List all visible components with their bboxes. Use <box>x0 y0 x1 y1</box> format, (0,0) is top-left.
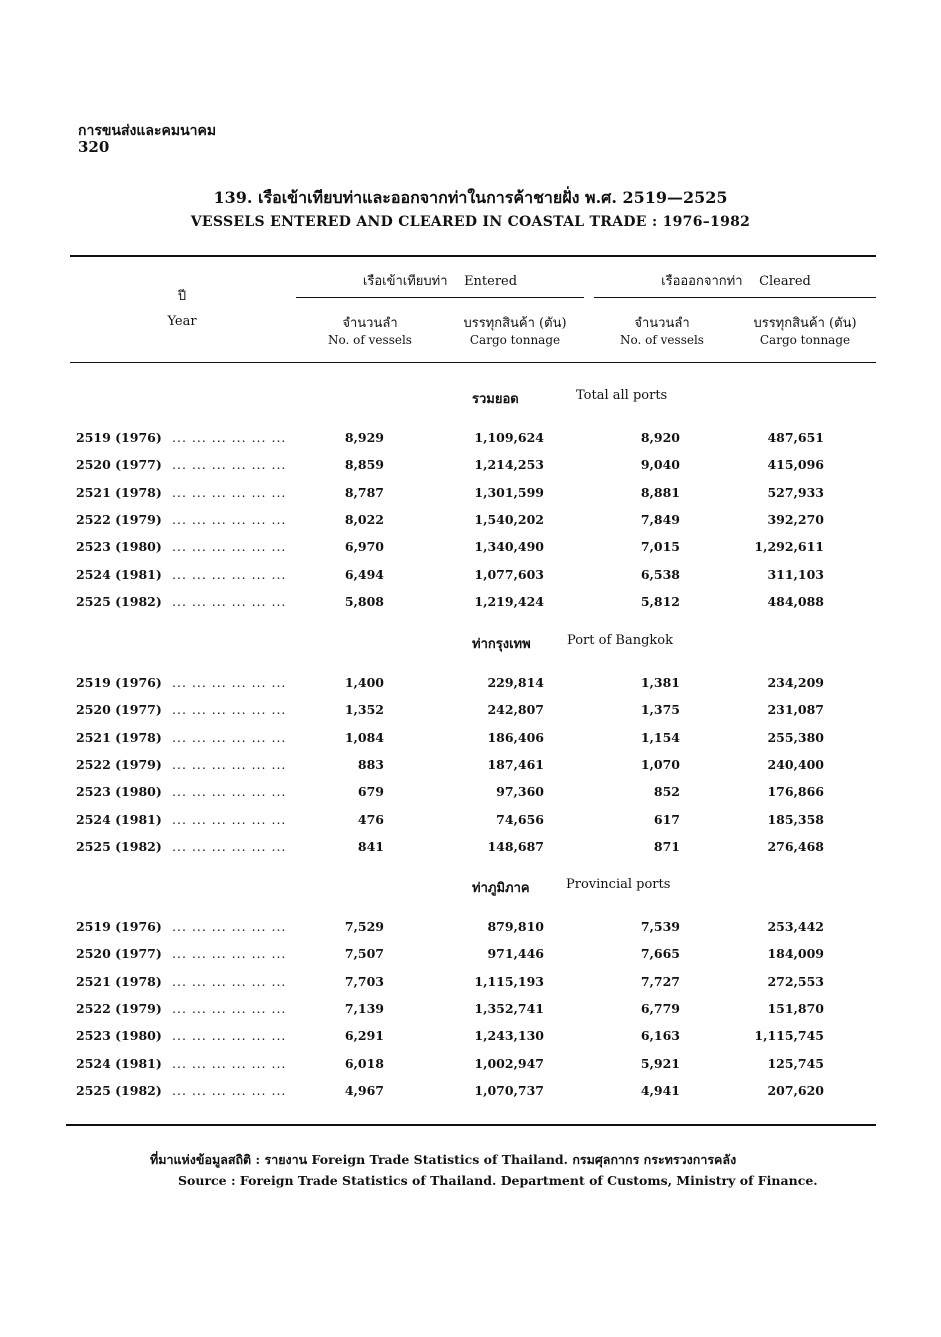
cleared-vessels-cell: 6,538 <box>640 567 680 582</box>
row-leader-dots: ... ... ... ... ... ... <box>172 594 287 609</box>
entered-vessels-cell: 7,529 <box>344 919 384 934</box>
row-year: 2524 (1981) <box>76 567 162 582</box>
cleared-vessels-cell: 8,920 <box>640 430 680 445</box>
cleared-vessels-cell: 7,849 <box>640 512 680 527</box>
entered-vessels-cell: 6,970 <box>344 539 384 554</box>
row-leader-dots: ... ... ... ... ... ... <box>172 974 287 989</box>
entered-vessels-cell: 8,787 <box>344 485 384 500</box>
entered-vessels-header-thai: จำนวนลำ <box>342 316 398 331</box>
section-label-thai: ท่าภูมิภาค <box>472 881 530 896</box>
table-row <box>0 430 941 450</box>
cleared-cargo-cell: 484,088 <box>767 594 824 609</box>
entered-header-thai: เรือเข้าเทียบท่า <box>362 274 448 289</box>
entered-vessels-cell: 679 <box>357 784 384 799</box>
cleared-cargo-header <box>730 312 880 347</box>
entered-vessels-cell: 841 <box>357 839 384 854</box>
table-row <box>0 730 941 750</box>
cleared-group-rule <box>594 297 876 298</box>
cleared-cargo-cell: 415,096 <box>767 457 824 472</box>
row-year: 2521 (1978) <box>76 485 162 500</box>
table-title-thai: 139. เรือเข้าเทียบท่าและออกจากท่าในการค้าชายฝั่ง พ.ศ. 2519—2525 <box>213 188 728 207</box>
table-row <box>0 567 941 587</box>
row-leader-dots: ... ... ... ... ... ... <box>172 919 287 934</box>
entered-cargo-cell: 1,540,202 <box>474 512 544 527</box>
cleared-cargo-cell: 151,870 <box>767 1001 824 1016</box>
source-thai: ที่มาแห่งข้อมูลสถิติ : รายงาน Foreign Trade Statistics of Thailand. กรมศุลกากร กระทรวงการคลัง <box>150 1152 737 1167</box>
entered-vessels-header <box>300 312 440 347</box>
entered-vessels-cell: 7,507 <box>344 946 384 961</box>
row-year: 2522 (1979) <box>76 757 162 772</box>
entered-cargo-cell: 1,340,490 <box>474 539 544 554</box>
entered-cargo-cell: 1,214,253 <box>474 457 544 472</box>
cleared-vessels-cell: 5,921 <box>640 1056 680 1071</box>
cleared-vessels-cell: 6,779 <box>640 1001 680 1016</box>
row-leader-dots: ... ... ... ... ... ... <box>172 839 287 854</box>
table-row <box>0 784 941 804</box>
entered-cargo-cell: 1,109,624 <box>474 430 544 445</box>
table-row <box>0 757 941 777</box>
top-rule <box>70 255 876 257</box>
entered-cargo-cell: 1,077,603 <box>474 567 544 582</box>
row-year: 2524 (1981) <box>76 1056 162 1071</box>
cleared-cargo-cell: 392,270 <box>767 512 824 527</box>
entered-cargo-cell: 148,687 <box>487 839 544 854</box>
entered-cargo-cell: 1,070,737 <box>474 1083 544 1098</box>
row-year: 2525 (1982) <box>76 1083 162 1098</box>
cleared-vessels-header-thai: จำนวนลำ <box>634 316 690 331</box>
cleared-vessels-cell: 7,539 <box>640 919 680 934</box>
table-title-english: VESSELS ENTERED AND CLEARED IN COASTAL TRADE : 1976–1982 <box>190 214 751 230</box>
entered-vessels-cell: 7,139 <box>344 1001 384 1016</box>
cleared-group-header <box>596 270 876 291</box>
entered-cargo-header <box>440 312 590 347</box>
cleared-cargo-cell: 125,745 <box>767 1056 824 1071</box>
entered-cargo-header-thai: บรรทุกสินค้า (ตัน) <box>463 316 567 331</box>
row-leader-dots: ... ... ... ... ... ... <box>172 757 287 772</box>
row-year: 2523 (1980) <box>76 539 162 554</box>
page-number: 320 <box>78 138 110 156</box>
source-english: Source : Foreign Trade Statistics of Thailand. Department of Customs, Ministry of Finance. <box>178 1173 818 1188</box>
row-leader-dots: ... ... ... ... ... ... <box>172 1028 287 1043</box>
cleared-header-thai: เรือออกจากท่า <box>661 274 743 289</box>
entered-vessels-cell: 4,967 <box>344 1083 384 1098</box>
table-row <box>0 702 941 722</box>
row-leader-dots: ... ... ... ... ... ... <box>172 1083 287 1098</box>
entered-vessels-cell: 6,291 <box>344 1028 384 1043</box>
entered-cargo-cell: 1,115,193 <box>474 974 544 989</box>
cleared-cargo-cell: 1,292,611 <box>754 539 824 554</box>
row-leader-dots: ... ... ... ... ... ... <box>172 457 287 472</box>
table-row <box>0 1028 941 1048</box>
cleared-vessels-cell: 617 <box>653 812 680 827</box>
row-leader-dots: ... ... ... ... ... ... <box>172 1001 287 1016</box>
entered-cargo-cell: 879,810 <box>487 919 544 934</box>
section-label-english: Port of Bangkok <box>567 633 673 648</box>
entered-header-english: Entered <box>464 274 518 289</box>
year-header-english: Year <box>167 314 197 329</box>
entered-cargo-cell: 229,814 <box>487 675 544 690</box>
bottom-rule <box>66 1124 876 1126</box>
cleared-cargo-cell: 255,380 <box>767 730 824 745</box>
row-leader-dots: ... ... ... ... ... ... <box>172 567 287 582</box>
row-leader-dots: ... ... ... ... ... ... <box>172 430 287 445</box>
cleared-vessels-cell: 871 <box>653 839 680 854</box>
cleared-header-english: Cleared <box>759 274 811 289</box>
entered-group-rule <box>296 297 584 298</box>
entered-vessels-header-english: No. of vessels <box>328 333 412 347</box>
entered-vessels-cell: 476 <box>357 812 384 827</box>
row-year: 2520 (1977) <box>76 946 162 961</box>
section-label-english: Provincial ports <box>566 877 671 892</box>
cleared-vessels-cell: 1,070 <box>640 757 680 772</box>
table-row <box>0 974 941 994</box>
running-header: การขนส่งและคมนาคม <box>78 123 217 139</box>
cleared-vessels-cell: 7,665 <box>640 946 680 961</box>
table-row <box>0 594 941 614</box>
entered-cargo-cell: 187,461 <box>487 757 544 772</box>
entered-cargo-cell: 242,807 <box>487 702 544 717</box>
table-row <box>0 946 941 966</box>
cleared-cargo-cell: 276,468 <box>767 839 824 854</box>
row-year: 2519 (1976) <box>76 919 162 934</box>
cleared-cargo-cell: 176,866 <box>767 784 824 799</box>
row-year: 2521 (1978) <box>76 974 162 989</box>
cleared-cargo-header-thai: บรรทุกสินค้า (ตัน) <box>753 316 857 331</box>
cleared-cargo-cell: 231,087 <box>767 702 824 717</box>
row-year: 2524 (1981) <box>76 812 162 827</box>
entered-vessels-cell: 6,494 <box>344 567 384 582</box>
row-leader-dots: ... ... ... ... ... ... <box>172 730 287 745</box>
cleared-vessels-header-english: No. of vessels <box>620 333 704 347</box>
table-row <box>0 457 941 477</box>
cleared-cargo-cell: 253,442 <box>767 919 824 934</box>
section-label-thai: ท่ากรุงเทพ <box>472 637 531 652</box>
cleared-cargo-cell: 207,620 <box>767 1083 824 1098</box>
row-year: 2525 (1982) <box>76 839 162 854</box>
entered-cargo-cell: 1,301,599 <box>474 485 544 500</box>
cleared-cargo-cell: 234,209 <box>767 675 824 690</box>
cleared-vessels-cell: 5,812 <box>640 594 680 609</box>
row-leader-dots: ... ... ... ... ... ... <box>172 702 287 717</box>
table-row <box>0 512 941 532</box>
cleared-vessels-cell: 6,163 <box>640 1028 680 1043</box>
cleared-cargo-header-english: Cargo tonnage <box>759 333 851 347</box>
header-bottom-rule <box>70 362 876 363</box>
row-year: 2519 (1976) <box>76 430 162 445</box>
section-label-thai: รวมยอด <box>472 392 519 407</box>
table-row <box>0 839 941 859</box>
entered-vessels-cell: 883 <box>357 757 384 772</box>
row-year: 2523 (1980) <box>76 784 162 799</box>
row-year: 2525 (1982) <box>76 594 162 609</box>
row-leader-dots: ... ... ... ... ... ... <box>172 784 287 799</box>
table-row <box>0 1083 941 1103</box>
entered-vessels-cell: 1,400 <box>344 675 384 690</box>
cleared-vessels-cell: 8,881 <box>640 485 680 500</box>
cleared-vessels-cell: 7,727 <box>640 974 680 989</box>
entered-cargo-cell: 74,656 <box>496 812 544 827</box>
entered-cargo-cell: 97,360 <box>496 784 544 799</box>
table-row <box>0 1001 941 1021</box>
entered-cargo-cell: 1,243,130 <box>474 1028 544 1043</box>
cleared-cargo-cell: 184,009 <box>767 946 824 961</box>
cleared-cargo-cell: 311,103 <box>767 567 824 582</box>
entered-cargo-cell: 1,219,424 <box>474 594 544 609</box>
row-year: 2522 (1979) <box>76 512 162 527</box>
cleared-cargo-cell: 185,358 <box>767 812 824 827</box>
row-leader-dots: ... ... ... ... ... ... <box>172 512 287 527</box>
entered-vessels-cell: 6,018 <box>344 1056 384 1071</box>
cleared-cargo-cell: 527,933 <box>767 485 824 500</box>
entered-cargo-cell: 1,002,947 <box>474 1056 544 1071</box>
entered-cargo-header-english: Cargo tonnage <box>469 333 561 347</box>
table-row <box>0 1056 941 1076</box>
entered-vessels-cell: 1,352 <box>344 702 384 717</box>
row-year: 2523 (1980) <box>76 1028 162 1043</box>
row-leader-dots: ... ... ... ... ... ... <box>172 1056 287 1071</box>
section-label-english: Total all ports <box>576 388 668 403</box>
entered-vessels-cell: 5,808 <box>344 594 384 609</box>
row-leader-dots: ... ... ... ... ... ... <box>172 946 287 961</box>
year-header-thai: ปี <box>177 289 187 304</box>
entered-cargo-cell: 971,446 <box>487 946 544 961</box>
cleared-vessels-cell: 852 <box>653 784 680 799</box>
cleared-vessels-cell: 9,040 <box>640 457 680 472</box>
entered-vessels-cell: 8,929 <box>344 430 384 445</box>
table-row <box>0 675 941 695</box>
row-leader-dots: ... ... ... ... ... ... <box>172 675 287 690</box>
cleared-vessels-cell: 4,941 <box>640 1083 680 1098</box>
cleared-vessels-cell: 1,375 <box>640 702 680 717</box>
row-leader-dots: ... ... ... ... ... ... <box>172 812 287 827</box>
row-year: 2519 (1976) <box>76 675 162 690</box>
entered-vessels-cell: 1,084 <box>344 730 384 745</box>
cleared-vessels-cell: 1,154 <box>640 730 680 745</box>
entered-vessels-cell: 8,859 <box>344 457 384 472</box>
cleared-cargo-cell: 1,115,745 <box>754 1028 824 1043</box>
entered-vessels-cell: 7,703 <box>344 974 384 989</box>
row-year: 2520 (1977) <box>76 457 162 472</box>
table-row <box>0 539 941 559</box>
cleared-cargo-cell: 272,553 <box>767 974 824 989</box>
row-year: 2521 (1978) <box>76 730 162 745</box>
entered-group-header <box>300 270 580 291</box>
entered-cargo-cell: 186,406 <box>487 730 544 745</box>
cleared-vessels-cell: 7,015 <box>640 539 680 554</box>
cleared-cargo-cell: 487,651 <box>767 430 824 445</box>
entered-cargo-cell: 1,352,741 <box>474 1001 544 1016</box>
row-leader-dots: ... ... ... ... ... ... <box>172 539 287 554</box>
cleared-vessels-header <box>592 312 732 347</box>
row-year: 2522 (1979) <box>76 1001 162 1016</box>
table-row <box>0 812 941 832</box>
row-leader-dots: ... ... ... ... ... ... <box>172 485 287 500</box>
row-year: 2520 (1977) <box>76 702 162 717</box>
cleared-vessels-cell: 1,381 <box>640 675 680 690</box>
cleared-cargo-cell: 240,400 <box>767 757 824 772</box>
entered-vessels-cell: 8,022 <box>344 512 384 527</box>
table-row <box>0 485 941 505</box>
table-row <box>0 919 941 939</box>
